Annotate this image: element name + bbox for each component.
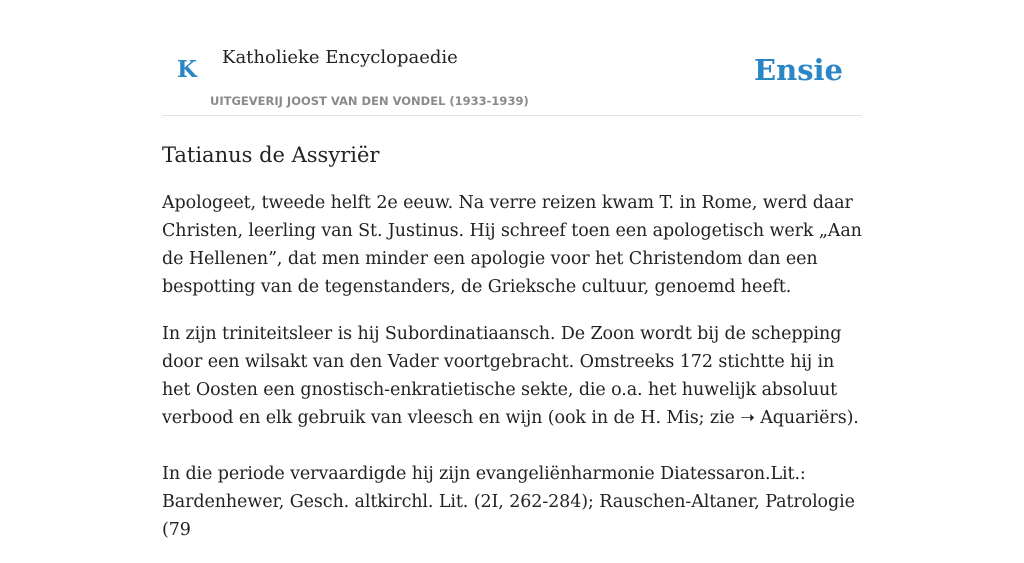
paragraph-text: In zijn triniteitsleer is hij Subordinatiaansch. De Zoon wordt bij de schepping door een wilsakt van den Vader voortgebracht. Omstreeks 172 stichtte hij in het Oosten een gnostisch-enkratietische sekte, die o.a. het huwelijk absoluut verbood en elk gebruik van vleesch en wijn (ook in de H. Mis; zie bbox=[162, 324, 842, 428]
ensie-logo-link[interactable]: Ensie bbox=[754, 53, 843, 87]
paragraph-text: ). bbox=[846, 408, 859, 428]
article-paragraph: Apologeet, tweede helft 2e eeuw. Na verre reizen kwam T. in Rome, werd daar Christen, leerling van St. Justinus. Hij schreef toen een apologetisch werk „Aan de Hellenen”, dat men minder een apologie voor het Christendom dan een bespotting van de tegenstanders, de Grieksche cultuur, genoemd heeft. bbox=[162, 193, 862, 297]
source-title[interactable]: Katholieke Encyclopaedie bbox=[222, 47, 458, 68]
article bbox=[162, 138, 866, 563]
article-paragraph: In die periode vervaardigde hij zijn evangeliënharmonie Diatessaron.Lit.: Bardenhewer, Gesch. altkirchl. Lit. (2I, 262-284); Rauschen-Altaner, Patrologie (79 bbox=[162, 464, 855, 540]
article-paragraph bbox=[162, 320, 866, 432]
cross-reference-arrow-icon: ➝ bbox=[740, 408, 755, 428]
source-header bbox=[162, 0, 862, 116]
article-title: Tatianus de Assyriër bbox=[162, 143, 380, 167]
source-subtitle: UITGEVERIJ JOOST VAN DEN VONDEL (1933-1939) bbox=[210, 94, 529, 108]
cross-reference-link[interactable]: Aquariërs bbox=[760, 408, 847, 428]
source-logo[interactable]: K bbox=[177, 56, 197, 83]
